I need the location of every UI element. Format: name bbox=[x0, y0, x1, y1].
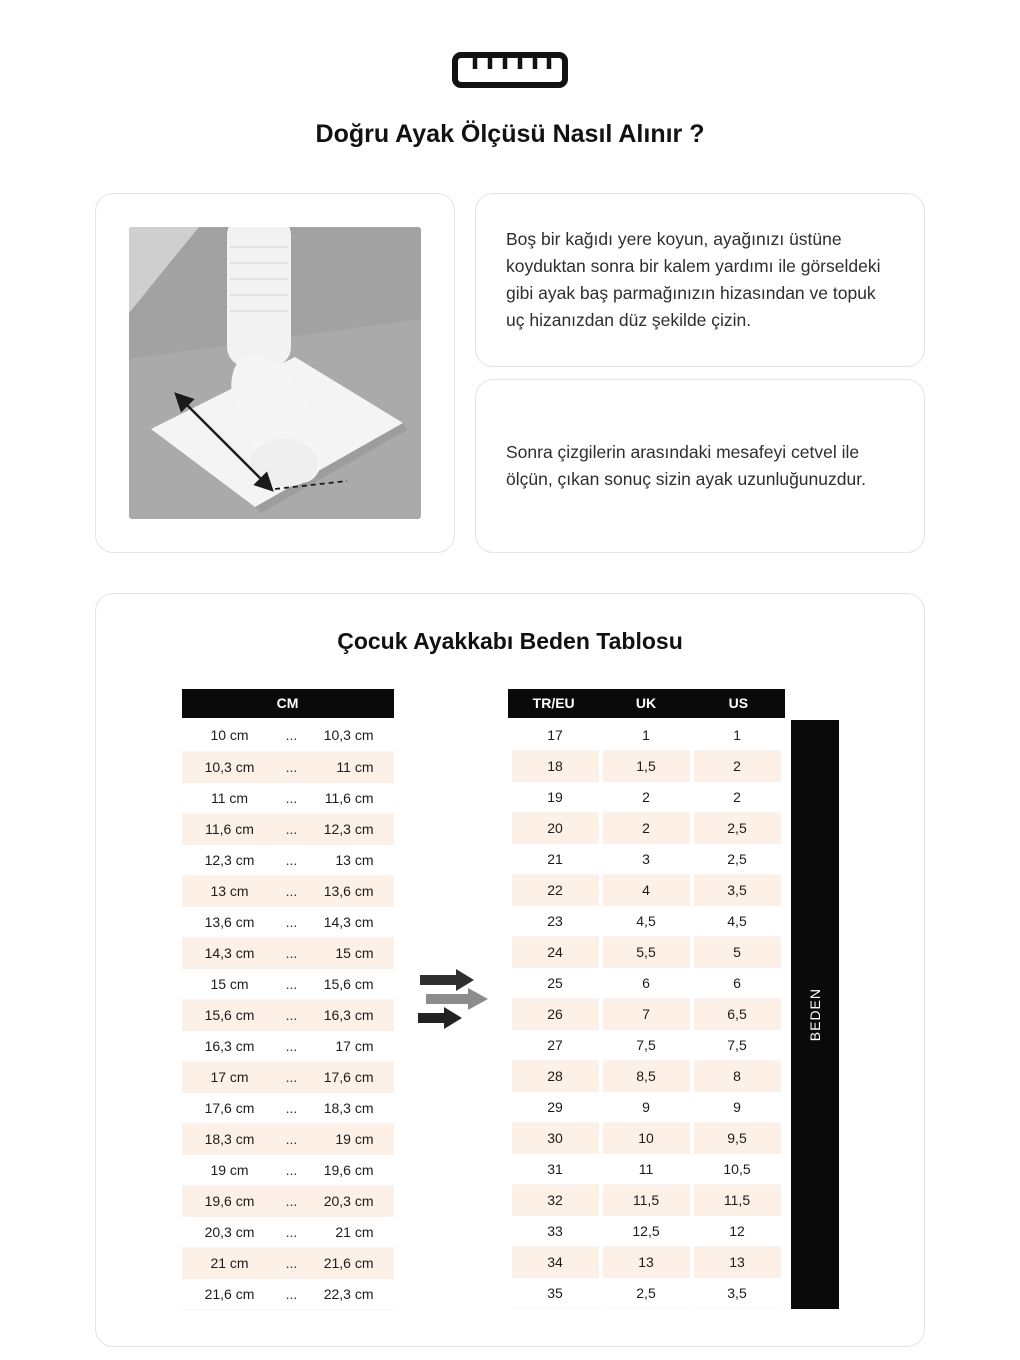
table-cell: 2,5 bbox=[694, 813, 781, 844]
table-cell: 12,3 cm bbox=[306, 813, 394, 844]
size-table-row bbox=[512, 1092, 781, 1123]
table-cell: 9 bbox=[694, 1092, 781, 1123]
table-cell: 4,5 bbox=[694, 906, 781, 937]
table-cell: 8 bbox=[694, 1061, 781, 1092]
size-table-row bbox=[512, 999, 781, 1030]
size-table-row bbox=[512, 1278, 781, 1309]
table-cell: 22,3 cm bbox=[306, 1278, 394, 1309]
table-cell: 7,5 bbox=[603, 1030, 690, 1061]
table-cell: 25 bbox=[512, 968, 599, 999]
table-cell: 13 bbox=[603, 1247, 690, 1278]
table-cell: 4,5 bbox=[603, 906, 690, 937]
beden-side-bar bbox=[791, 720, 839, 1309]
size-table-row bbox=[512, 813, 781, 844]
table-cell: 2,5 bbox=[694, 844, 781, 875]
col-header-treu: TR/EU bbox=[532, 695, 575, 711]
cm-table-row bbox=[182, 999, 394, 1030]
table-cell: 19 bbox=[512, 782, 599, 813]
table-cell: 33 bbox=[512, 1216, 599, 1247]
size-table bbox=[508, 689, 785, 1309]
instruction-boxes bbox=[475, 193, 925, 553]
table-cell: 13 cm bbox=[182, 875, 278, 906]
table-cell: 17,6 cm bbox=[182, 1092, 278, 1123]
cm-table-row bbox=[182, 906, 394, 937]
size-table-row bbox=[512, 1154, 781, 1185]
table-cell: 17 cm bbox=[306, 1030, 394, 1061]
table-cell: 18 bbox=[512, 751, 599, 782]
size-table-row bbox=[512, 1123, 781, 1154]
table-cell: 13,6 cm bbox=[306, 875, 394, 906]
cm-table-row bbox=[182, 875, 394, 906]
table-cell: 2 bbox=[694, 782, 781, 813]
cm-table-row bbox=[182, 1123, 394, 1154]
table-cell: 21 cm bbox=[182, 1247, 278, 1278]
table-cell: 17 cm bbox=[182, 1061, 278, 1092]
table-cell: 11,6 cm bbox=[306, 782, 394, 813]
table-cell: 5,5 bbox=[603, 937, 690, 968]
table-cell: 11,6 cm bbox=[182, 813, 278, 844]
table-cell: 19,6 cm bbox=[182, 1185, 278, 1216]
cm-table-row bbox=[182, 782, 394, 813]
cm-table-row bbox=[182, 968, 394, 999]
table-cell: 6,5 bbox=[694, 999, 781, 1030]
table-cell: 13 cm bbox=[306, 844, 394, 875]
table-cell: ... bbox=[278, 1123, 306, 1154]
table-cell: 10 cm bbox=[182, 720, 278, 751]
size-table-header bbox=[508, 689, 785, 718]
table-cell: 30 bbox=[512, 1123, 599, 1154]
table-cell: 15,6 cm bbox=[182, 999, 278, 1030]
ruler-icon bbox=[0, 50, 1020, 90]
table-cell: 20 bbox=[512, 813, 599, 844]
table-cell: 28 bbox=[512, 1061, 599, 1092]
table-cell: ... bbox=[278, 844, 306, 875]
table-cell: 7 bbox=[603, 999, 690, 1030]
size-table-row bbox=[512, 1216, 781, 1247]
table-cell: 29 bbox=[512, 1092, 599, 1123]
instruction-box-2 bbox=[475, 379, 925, 553]
cm-table-row bbox=[182, 751, 394, 782]
cm-table-header: CM bbox=[182, 689, 394, 718]
cm-table-row bbox=[182, 1278, 394, 1309]
table-cell: 22 bbox=[512, 875, 599, 906]
table-cell: ... bbox=[278, 1216, 306, 1247]
size-table-row bbox=[512, 720, 781, 751]
foot-measurement-photo-card bbox=[95, 193, 455, 553]
table-cell: ... bbox=[278, 968, 306, 999]
table-cell: 1 bbox=[603, 720, 690, 751]
table-cell: ... bbox=[278, 751, 306, 782]
table-cell: ... bbox=[278, 875, 306, 906]
table-cell: 7,5 bbox=[694, 1030, 781, 1061]
table-cell: 5 bbox=[694, 937, 781, 968]
table-cell: ... bbox=[278, 813, 306, 844]
size-table-row bbox=[512, 1030, 781, 1061]
table-cell: ... bbox=[278, 782, 306, 813]
cm-table-row bbox=[182, 1030, 394, 1061]
table-cell: ... bbox=[278, 1154, 306, 1185]
measurement-guide-section bbox=[0, 193, 1020, 553]
table-cell: ... bbox=[278, 937, 306, 968]
instruction-box-1 bbox=[475, 193, 925, 367]
size-table-row bbox=[512, 875, 781, 906]
table-cell: 20,3 cm bbox=[182, 1216, 278, 1247]
table-cell: 10,5 bbox=[694, 1154, 781, 1185]
cm-table bbox=[182, 689, 394, 1310]
table-cell: 23 bbox=[512, 906, 599, 937]
size-table-body bbox=[512, 720, 781, 1309]
table-cell: 6 bbox=[694, 968, 781, 999]
table-cell: 2 bbox=[603, 813, 690, 844]
table-cell: 10,3 cm bbox=[306, 720, 394, 751]
size-table-row bbox=[512, 1247, 781, 1278]
table-cell: 11 cm bbox=[182, 782, 278, 813]
table-cell: 2 bbox=[694, 751, 781, 782]
table-cell: 15 cm bbox=[182, 968, 278, 999]
size-table-row bbox=[512, 906, 781, 937]
table-cell: 17,6 cm bbox=[306, 1061, 394, 1092]
table-cell: 9,5 bbox=[694, 1123, 781, 1154]
table-cell: 21,6 cm bbox=[306, 1247, 394, 1278]
table-cell: ... bbox=[278, 1030, 306, 1061]
table-cell: 2 bbox=[603, 782, 690, 813]
table-cell: 16,3 cm bbox=[306, 999, 394, 1030]
table-cell: ... bbox=[278, 1185, 306, 1216]
cm-table-row bbox=[182, 1216, 394, 1247]
table-cell: ... bbox=[278, 906, 306, 937]
beden-label: BEDEN bbox=[806, 987, 823, 1042]
size-table-row bbox=[512, 782, 781, 813]
size-chart-title: Çocuk Ayakkabı Beden Tablosu bbox=[337, 628, 683, 654]
cm-table-row bbox=[182, 1185, 394, 1216]
table-cell: 11,5 bbox=[694, 1185, 781, 1216]
table-cell: 19 cm bbox=[306, 1123, 394, 1154]
instruction-text-2: Sonra çizgilerin arasındaki mesafeyi cetvel ile ölçün, çıkan sonuç sizin ayak uzunluğunuzdur. bbox=[506, 441, 866, 489]
cm-table-row bbox=[182, 937, 394, 968]
table-cell: 3,5 bbox=[694, 875, 781, 906]
conversion-arrows-icon bbox=[418, 968, 490, 1030]
table-cell: 11,5 bbox=[603, 1185, 690, 1216]
size-table-row bbox=[512, 968, 781, 999]
table-cell: 3 bbox=[603, 844, 690, 875]
table-cell: 21,6 cm bbox=[182, 1278, 278, 1309]
table-cell: 11 cm bbox=[306, 751, 394, 782]
table-cell: 26 bbox=[512, 999, 599, 1030]
table-cell: ... bbox=[278, 999, 306, 1030]
size-table-row bbox=[512, 751, 781, 782]
size-table-row bbox=[512, 1185, 781, 1216]
table-cell: 21 cm bbox=[306, 1216, 394, 1247]
cm-table-row bbox=[182, 844, 394, 875]
page-title: Doğru Ayak Ölçüsü Nasıl Alınır ? bbox=[315, 120, 705, 148]
table-cell: 4 bbox=[603, 875, 690, 906]
table-cell: 12,3 cm bbox=[182, 844, 278, 875]
table-cell: 8,5 bbox=[603, 1061, 690, 1092]
size-table-row bbox=[512, 937, 781, 968]
table-cell: 10 bbox=[603, 1123, 690, 1154]
table-cell: 16,3 cm bbox=[182, 1030, 278, 1061]
table-cell: 3,5 bbox=[694, 1278, 781, 1309]
cm-table-row bbox=[182, 813, 394, 844]
table-cell: ... bbox=[278, 1092, 306, 1123]
table-cell: 6 bbox=[603, 968, 690, 999]
table-cell: 10,3 cm bbox=[182, 751, 278, 782]
cm-table-row bbox=[182, 720, 394, 751]
cm-table-row bbox=[182, 1154, 394, 1185]
table-cell: 32 bbox=[512, 1185, 599, 1216]
table-cell: 12 bbox=[694, 1216, 781, 1247]
table-cell: 15 cm bbox=[306, 937, 394, 968]
table-cell: 13,6 cm bbox=[182, 906, 278, 937]
table-cell: 24 bbox=[512, 937, 599, 968]
table-cell: ... bbox=[278, 1278, 306, 1309]
table-cell: 34 bbox=[512, 1247, 599, 1278]
foot-measurement-photo bbox=[129, 227, 421, 519]
table-cell: 31 bbox=[512, 1154, 599, 1185]
col-header-uk: UK bbox=[635, 695, 657, 711]
table-cell: 14,3 cm bbox=[306, 906, 394, 937]
cm-table-row bbox=[182, 1092, 394, 1123]
size-chart-card bbox=[95, 593, 925, 1347]
col-header-us: US bbox=[728, 695, 749, 711]
table-cell: 2,5 bbox=[603, 1278, 690, 1309]
table-cell: 13 bbox=[694, 1247, 781, 1278]
instruction-text-1: Boş bir kağıdı yere koyun, ayağınızı üstüne koyduktan sonra bir kalem yardımı ile görseldeki gibi ayak baş parmağınızın hizasından ve topuk uç hizanızdan düz şekilde çizin. bbox=[506, 228, 881, 331]
table-cell: 1,5 bbox=[603, 751, 690, 782]
table-cell: ... bbox=[278, 720, 306, 751]
table-cell: 18,3 cm bbox=[182, 1123, 278, 1154]
table-cell: 21 bbox=[512, 844, 599, 875]
table-cell: 19 cm bbox=[182, 1154, 278, 1185]
size-table-row bbox=[512, 844, 781, 875]
cm-table-row bbox=[182, 1061, 394, 1092]
cm-table-body bbox=[182, 720, 394, 1309]
table-cell: 11 bbox=[603, 1154, 690, 1185]
table-cell: ... bbox=[278, 1061, 306, 1092]
size-chart-tables bbox=[96, 689, 924, 1310]
table-cell: 15,6 cm bbox=[306, 968, 394, 999]
size-table-row bbox=[512, 1061, 781, 1092]
table-cell: 1 bbox=[694, 720, 781, 751]
table-cell: 27 bbox=[512, 1030, 599, 1061]
table-cell: ... bbox=[278, 1247, 306, 1278]
cm-table-row bbox=[182, 1247, 394, 1278]
table-cell: 20,3 cm bbox=[306, 1185, 394, 1216]
table-cell: 17 bbox=[512, 720, 599, 751]
table-cell: 9 bbox=[603, 1092, 690, 1123]
table-cell: 14,3 cm bbox=[182, 937, 278, 968]
table-cell: 12,5 bbox=[603, 1216, 690, 1247]
table-cell: 19,6 cm bbox=[306, 1154, 394, 1185]
table-cell: 35 bbox=[512, 1278, 599, 1309]
table-cell: 18,3 cm bbox=[306, 1092, 394, 1123]
